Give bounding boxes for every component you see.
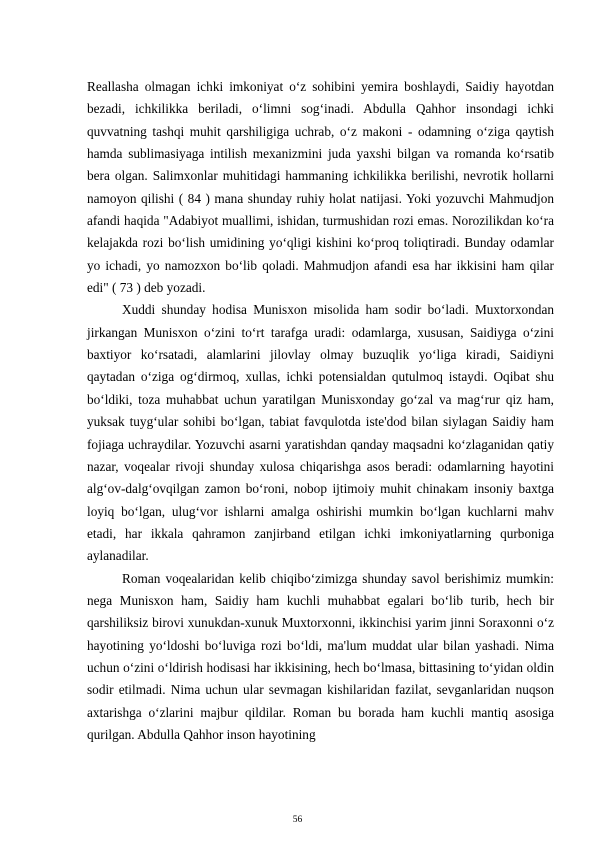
document-page <box>87 76 554 746</box>
paragraph-3: Roman voqealaridan kelib chiqibo‘zimizga shunday savol berishimiz mumkin: nega Munisxon ham, Saidiy ham kuchli muhabbat egalari bo‘lib turib, hech bir qarshiliksiz birovi xunukdan-xunuk Muxtorxonni, ikkinchisi yarim jinni Soraxonni o‘z hayotining yo‘ldoshi bo‘luviga rozi bo‘ldi, ma'lum muddat ular bilan yashadi. Nima uchun o‘zini o‘ldirish hodisasi har ikkisining, hech bo‘lmasa, bittasining to‘yidan oldin sodir etilmadi. Nima uchun ular sevmagan kishilaridan fazilat, sevganlaridan nuqson axtarishga o‘zlarini majbur qildilar. Roman bu borada ham kuchli mantiq asosiga qurilgan. Abdulla Qahhor inson hayotining <box>87 570 554 742</box>
page-number: 56 <box>292 815 303 825</box>
paragraph-1: Reallasha olmagan ichki imkoniyat o‘z sohibini yemira boshlaydi, Saidiy hayotdan bezadi, ichkilikka beriladi, o‘limni sog‘inadi. Abdulla Qahhor insondagi ichki quvvatning tashqi muhit qarshiligiga uchrab, o‘z makoni - odamning o‘ziga qaytish hamda sublimasiyaga intilish mexanizmini juda yaxshi bilgan va romanda ko‘rsatib bera olgan. Salimxonlar muhitidagi hammaning ichkilikka berilishi, nevrotik hollarni namoyon qilishi ( 84 ) mana shunday ruhiy holat natijasi. Yoki yozuvchi Mahmudjon afandi haqida "Adabiyot muallimi, ishidan, turmushidan rozi emas. Norozilikdan ko‘ra kelajakda rozi bo‘lish umidining yo‘qligi kishini ko‘proq toliqtiradi. Bunday odamlar yo ichadi, yo namozxon bo‘lib qoladi. Mahmudjon afandi esa har ikkisini ham qilar edi" ( 73 ) deb yozadi. <box>87 79 554 296</box>
paragraph-2: Xuddi shunday hodisa Munisxon misolida ham sodir bo‘ladi. Muxtorxondan jirkangan Munisxon o‘zini to‘rt tarafga uradi: odamlarga, xususan, Saidiyga o‘zini baxtiyor ko‘rsatadi, alamlarini jilovlay olmay buzuqlik yo‘liga kiradi, Saidiyni qaytadan o‘ziga og‘dirmoq, xullas, ichki potensialdan qutulmoq istaydi. Oqibat shu bo‘ldiki, toza muhabbat uchun yaratilgan Munisxonday go‘zal va mag‘rur qiz ham, yuksak tuyg‘ular sohibi bo‘lgan, tabiat favqulotda iste'dod bilan siylagan Saidiy ham fojiaga uchraydilar. Yozuvchi asarni yaratishdan qanday maqsadni ko‘zlaganidan qatiy nazar, voqealar rivoji shunday xulosa chiqarishga asos beradi: odamlarning hayotini alg‘ov-dalg‘ovqilgan zamon bo‘roni, nobop ijtimoiy muhit chinakam insoniy baxtga loyiq bo‘lgan, ulug‘vor ishlarni amalga oshirishi mumkin bo‘lgan kuchlarni mahv etadi, har ikkala qahramon zanjirband etilgan ichki imkoniyatlarning qurboniga aylanadilar. <box>87 302 554 564</box>
